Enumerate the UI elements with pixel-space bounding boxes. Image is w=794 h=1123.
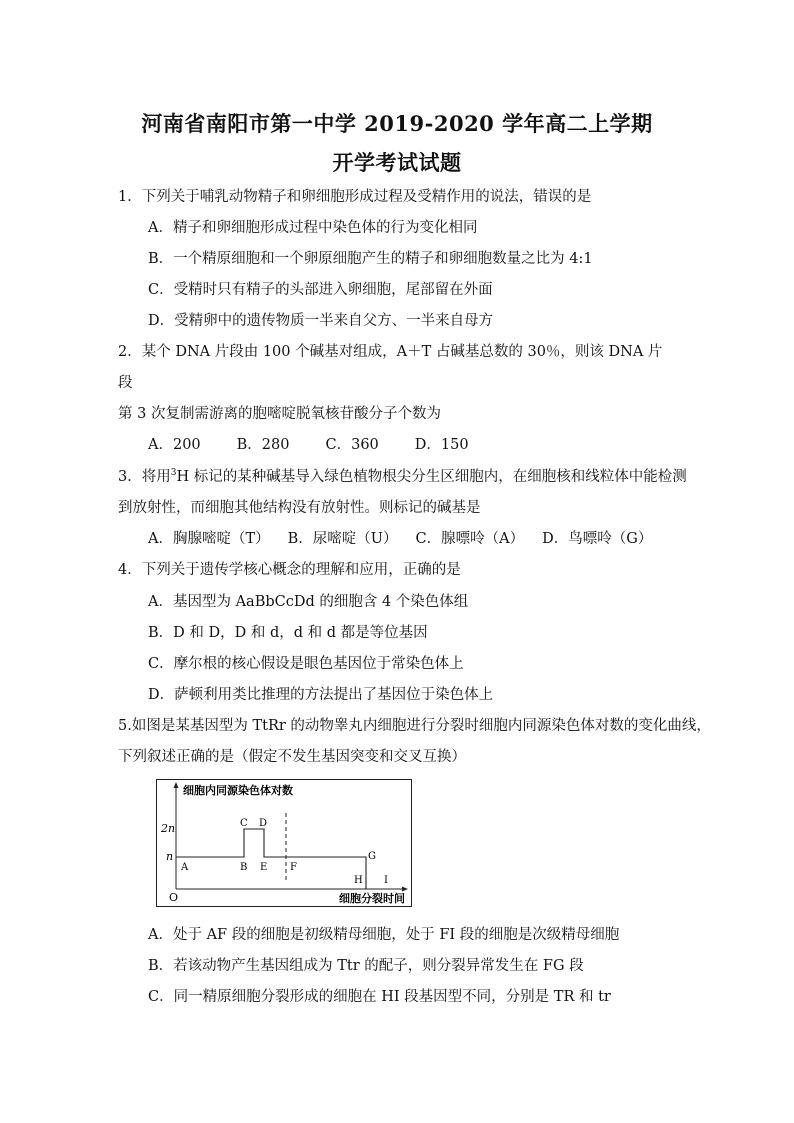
q3-stem-line-2: 到放射性，而细胞其他结构没有放射性。则标记的碱基是 — [118, 500, 481, 516]
point-label-a: A — [181, 862, 189, 873]
point-label-c: C — [240, 818, 248, 829]
point-label-b: B — [240, 862, 248, 873]
point-label-e: E — [260, 862, 268, 873]
y-tick-n: n — [166, 850, 174, 863]
q5-option-b: B．若该动物产生基因组成为 Ttr 的配子，则分裂异常发生在 FG 段 — [148, 958, 584, 974]
q2-option-c: C．360 — [325, 437, 379, 453]
point-label-i: I — [384, 875, 388, 886]
q3-stem-line-1 — [118, 468, 687, 486]
q3-stem-pre: 3．将用 — [118, 469, 171, 485]
q3-options — [148, 530, 652, 548]
q1-option-b: B．一个精原细胞和一个卵原细胞产生的精子和卵细胞数量之比为 4:1 — [148, 251, 593, 267]
q3-option-b: B．尿嘧啶（U） — [287, 531, 398, 547]
q2-stem-line-3: 第 3 次复制需游离的胞嘧啶脱氧核苷酸分子个数为 — [118, 406, 441, 422]
title-line-2: 开学考试试题 — [332, 150, 462, 175]
point-label-f: F — [290, 862, 297, 873]
q4-option-d: D．萨顿利用类比推理的方法提出了基因位于染色体上 — [148, 687, 494, 703]
q1-option-a: A．精子和卵细胞形成过程中染色体的行为变化相同 — [148, 220, 478, 236]
q2-option-a: A．200 — [148, 437, 201, 453]
q5-stem-line-2: 下列叙述正确的是（假定不发生基因突变和交叉互换） — [118, 749, 466, 765]
q1-stem: 1．下列关于哺乳动物精子和卵细胞形成过程及受精作用的说法，错误的是 — [118, 189, 592, 205]
q3-superscript: 3 — [170, 468, 177, 479]
y-tick-2n: 2n — [161, 822, 176, 835]
title-line-1: 河南省南阳市第一中学 2019-2020 学年高二上学期 — [141, 111, 653, 136]
q2-stem-line-2: 段 — [118, 375, 133, 391]
q3-option-c: C．腺嘌呤（A） — [415, 531, 525, 547]
q2-options — [148, 436, 469, 454]
point-label-h: H — [354, 875, 363, 886]
q3-option-d: D．鸟嘌呤（G） — [542, 531, 653, 547]
q2-option-d: D．150 — [414, 437, 469, 453]
x-axis-title: 细胞分裂时间 — [339, 892, 405, 905]
q4-option-b: B．D 和 D，D 和 d，d 和 d 都是等位基因 — [148, 625, 428, 641]
point-label-g: G — [368, 851, 376, 862]
q2-option-b: B．280 — [236, 437, 290, 453]
figure-frame — [157, 780, 412, 907]
q1-option-c: C．受精时只有精子的头部进入卵细胞，尾部留在外面 — [148, 282, 493, 298]
origin-label: O — [169, 891, 179, 904]
q4-option-a: A．基因型为 AaBbCcDd 的细胞含 4 个染色体组 — [148, 594, 469, 610]
q5-option-a: A．处于 AF 段的细胞是初级精母细胞，处于 FI 段的细胞是次级精母细胞 — [148, 927, 620, 943]
q4-option-c: C．摩尔根的核心假设是眼色基因位于常染色体上 — [148, 656, 464, 672]
y-axis-title: 细胞内同源染色体对数 — [183, 784, 293, 797]
q5-stem-line-1: 5.如图是某基因型为 TtRr 的动物睾丸内细胞进行分裂时细胞内同源染色体对数的变化曲线， — [118, 718, 711, 734]
q5-option-c: C．同一精原细胞分裂形成的细胞在 HI 段基因型不同，分别是 TR 和 tr — [148, 989, 611, 1005]
q3-option-a: A．胸腺嘧啶（T） — [148, 531, 270, 547]
q2-stem-line-1: 2．某个 DNA 片段由 100 个碱基对组成，A＋T 占碱基总数的 30％，则该 DNA 片 — [118, 344, 663, 360]
q1-option-d: D．受精卵中的遗传物质一半来自父方、一半来自母方 — [148, 313, 494, 329]
q3-stem-post: H 标记的某种碱基导入绿色植物根尖分生区细胞内，在细胞核和线粒体中能检测 — [176, 469, 687, 485]
q4-stem: 4．下列关于遗传学核心概念的理解和应用，正确的是 — [118, 562, 461, 578]
homologous-pairs-figure — [156, 779, 412, 907]
point-label-d: D — [259, 818, 268, 829]
